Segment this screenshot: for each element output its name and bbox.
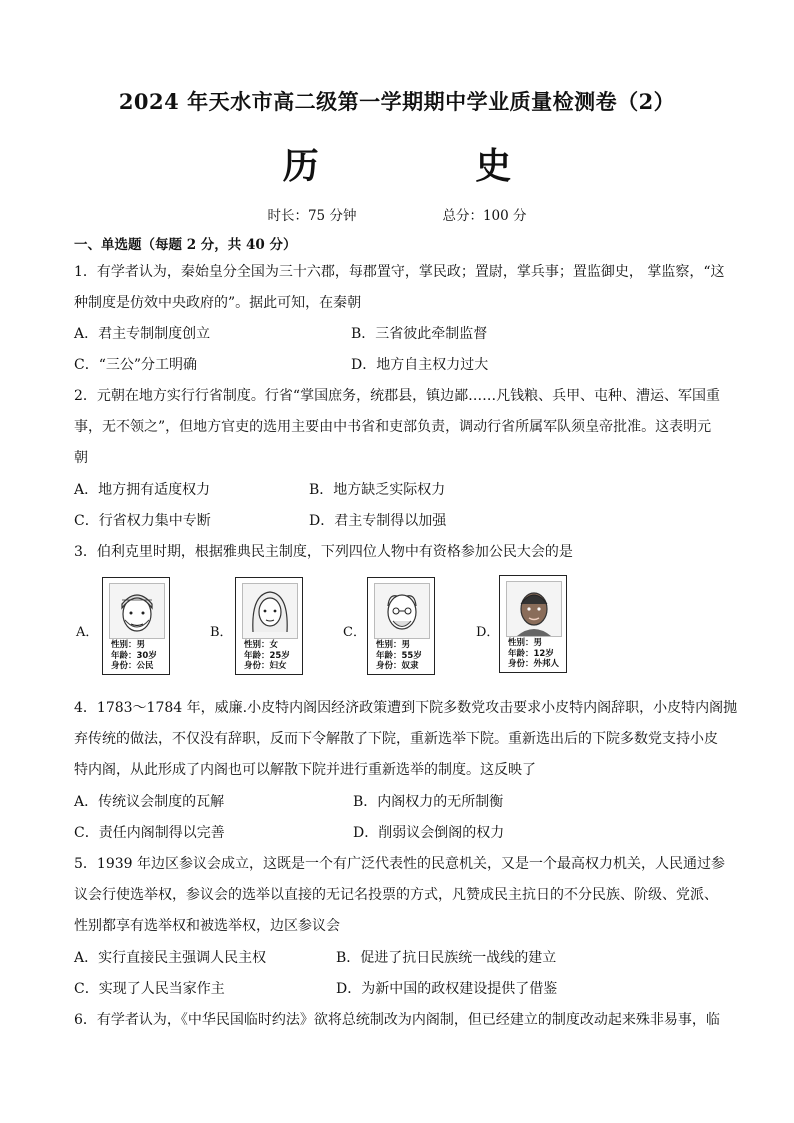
question-2-option-c[interactable]: C．行省权力集中专断 (74, 513, 211, 529)
question-1-line-1: 1．有学者认为，秦始皇分全国为三十六郡，每郡置守，掌民政；置尉，掌兵事；置监御史， 掌监察，“这 (74, 264, 725, 280)
question-2-option-d[interactable]: D．君主专制得以加强 (309, 513, 447, 529)
question-1-line-2: 种制度是仿效中央政府的”。据此可知，在秦朝 (74, 295, 362, 311)
card-c-identity: 身份：奴隶 (376, 661, 419, 671)
card-b-gender: 性别：女 (244, 640, 279, 650)
question-3-option-d-label[interactable]: D． (476, 625, 500, 640)
question-4-option-a[interactable]: A．传统议会制度的瓦解 (74, 794, 225, 810)
card-b-identity: 身份：妇女 (244, 661, 287, 671)
card-a-age: 年龄：30岁 (111, 650, 157, 661)
question-5-line-1: 5．1939 年边区参议会成立，这既是一个有广泛代表性的民意机关，又是一个最高权力机关，人民通过参 (74, 856, 725, 872)
question-3-option-b-label[interactable]: B． (210, 625, 233, 640)
question-2-line-2: 事，无不领之”，但地方官吏的选用主要由中书省和吏部负责，调动行省所属军队须皇帝批准。这表明元 (74, 419, 712, 435)
exam-title: 2024 年天水市高二级第一学期期中学业质量检测卷（2） (118, 89, 676, 114)
question-3-option-c-label[interactable]: C． (343, 625, 366, 640)
question-5-line-3: 性别都享有选举权和被选举权，边区参议会 (74, 918, 340, 934)
card-c-age: 年龄：55岁 (376, 650, 422, 661)
exam-meta (0, 204, 794, 224)
question-2-line-3: 朝 (74, 450, 88, 466)
question-5-option-a[interactable]: A．实行直接民主强调人民主权 (74, 950, 267, 966)
question-5-line-2: 议会行使选举权，参议会的选举以直接的无记名投票的方式，凡赞成民主抗日的不分民族、阶级、党派、 (74, 887, 718, 903)
question-4-option-b[interactable]: B．内阁权力的无所制衡 (353, 794, 504, 810)
question-3-card-c[interactable] (367, 577, 435, 675)
boy-icon (506, 581, 562, 637)
question-1-option-b[interactable]: B．三省彼此牵制监督 (351, 326, 488, 342)
question-4-line-2: 弃传统的做法，不仅没有辞职，反而下令解散了下院，重新选举下院。重新选出后的下院多数党支持小皮 (74, 731, 718, 747)
question-5-option-b[interactable]: B．促进了抗日民族统一战线的建立 (336, 950, 557, 966)
man-with-cap-icon (109, 583, 165, 639)
question-1-option-d[interactable]: D．地方自主权力过大 (351, 357, 489, 373)
old-man-icon (374, 583, 430, 639)
card-b-age: 年龄：25岁 (244, 650, 290, 661)
card-d-identity: 身份：外邦人 (508, 659, 560, 669)
question-5-option-d[interactable]: D．为新中国的政权建设提供了借鉴 (336, 981, 558, 997)
question-4-option-d[interactable]: D．削弱议会倒阁的权力 (353, 825, 505, 841)
subject-title: 历 史 (282, 145, 584, 187)
section-heading: 一、单选题（每题 2 分，共 40 分） (74, 237, 297, 253)
question-3-option-a-label[interactable]: A． (76, 625, 99, 640)
question-4-line-1: 4．1783～1784 年，威廉.小皮特内阁因经济政策遭到下院多数党攻击要求小皮特内阁辞职，小皮特内阁抛 (74, 700, 738, 716)
question-2-option-a[interactable]: A．地方拥有适度权力 (74, 482, 211, 498)
question-3-card-d[interactable] (499, 575, 567, 673)
woman-icon (242, 583, 298, 639)
question-3-line-1: 3．伯利克里时期，根据雅典民主制度，下列四位人物中有资格参加公民大会的是 (74, 544, 573, 560)
question-6-line-1: 6．有学者认为，《中华民国临时约法》欲将总统制改为内阁制，但已经建立的制度改动起来殊非易事，临 (74, 1012, 720, 1028)
question-1-option-c[interactable]: C．“三公”分工明确 (74, 357, 198, 373)
total-score-text: 总分：100 分 (442, 208, 527, 224)
question-2-option-b[interactable]: B．地方缺乏实际权力 (309, 482, 446, 498)
question-3-card-a[interactable] (102, 577, 170, 675)
question-1-option-a[interactable]: A．君主专制制度创立 (74, 326, 211, 342)
question-2-line-1: 2．元朝在地方实行行省制度。行省“掌国庶务，统郡县，镇边鄙……凡钱粮、兵甲、屯种、漕运、军国重 (74, 388, 721, 404)
question-3-card-b[interactable] (235, 577, 303, 675)
question-4-option-c[interactable]: C．责任内阁制得以完善 (74, 825, 225, 841)
question-5-option-c[interactable]: C．实现了人民当家作主 (74, 981, 225, 997)
question-4-line-3: 特内阁，从此形成了内阁也可以解散下院并进行重新选举的制度。这反映了 (74, 762, 536, 778)
card-d-gender: 性别：男 (508, 638, 543, 648)
card-c-gender: 性别：男 (376, 640, 411, 650)
duration-text: 时长：75 分钟 (267, 208, 357, 224)
card-a-gender: 性别：男 (111, 640, 146, 650)
card-a-identity: 身份：公民 (111, 661, 154, 671)
card-d-age: 年龄：12岁 (508, 648, 554, 659)
